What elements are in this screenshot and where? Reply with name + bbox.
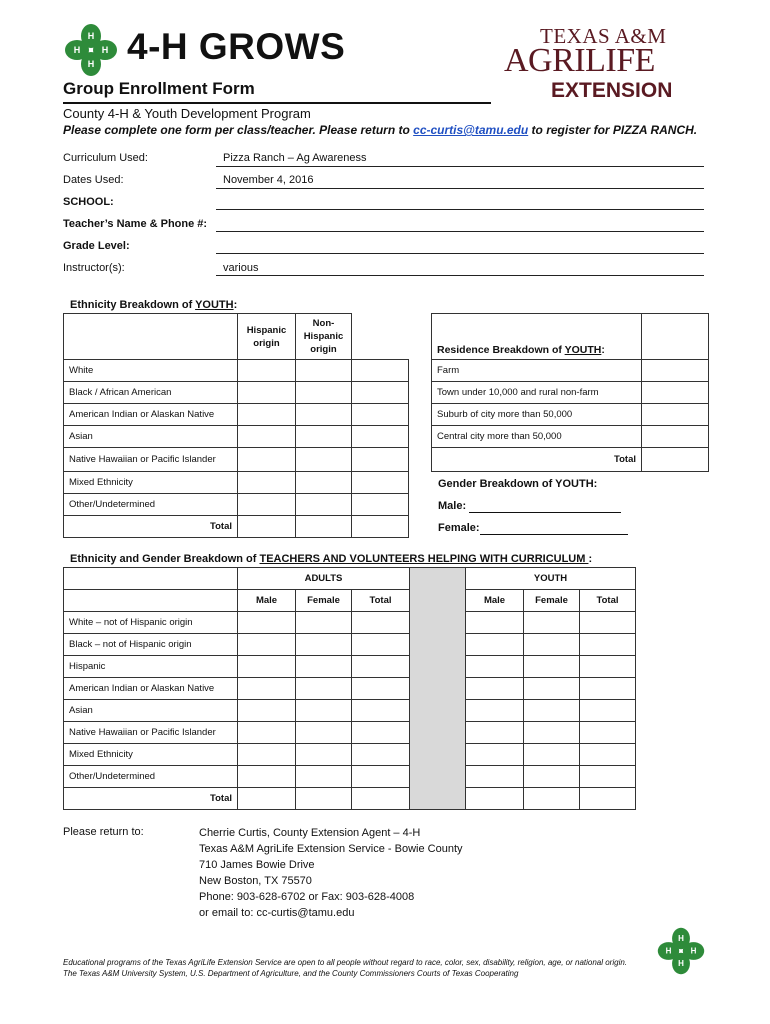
- residence-title: Residence Breakdown of YOUTH:: [432, 314, 642, 360]
- teacher-line: [216, 231, 704, 232]
- email-link[interactable]: cc-curtis@tamu.edu: [413, 123, 529, 137]
- footer-line2: The Texas A&M University System, U.S. Department of Agriculture, and the County Commissioners Courts of Texas Cooperating: [63, 969, 519, 978]
- svg-text:H: H: [101, 45, 109, 55]
- youth-ethnicity-title: Ethnicity Breakdown of YOUTH:: [70, 299, 238, 311]
- row-label: American Indian or Alaskan Native: [64, 404, 238, 426]
- instructions-tail: to register for PIZZA RANCH.: [528, 123, 698, 137]
- svg-text:H: H: [665, 946, 672, 956]
- table-row: [432, 382, 709, 404]
- row-label: Black – not of Hispanic origin: [64, 634, 238, 656]
- total-label: Total: [64, 788, 238, 810]
- logo-line2: AGRILIFE: [504, 42, 655, 79]
- table-row: [64, 634, 636, 656]
- form-title: Group Enrollment Form: [63, 79, 255, 98]
- teacher-label: Teacher’s Name & Phone #:: [63, 218, 208, 230]
- dates-line: [216, 188, 704, 189]
- table-row: [64, 700, 636, 722]
- address-line: New Boston, TX 75570: [199, 875, 312, 887]
- table-row: [64, 612, 636, 634]
- row-label: Town under 10,000 and rural non-farm: [432, 382, 642, 404]
- row-label: Other/Undetermined: [64, 766, 238, 788]
- table-row: [64, 472, 409, 494]
- youth-total-header: Total: [580, 590, 636, 612]
- table-row: [64, 722, 636, 744]
- table-row: [64, 494, 409, 516]
- total-row: [64, 788, 636, 810]
- youth-male-header: Male: [466, 590, 524, 612]
- footer-disclaimer: [63, 957, 627, 979]
- grade-line: [216, 253, 704, 254]
- curriculum-label: Curriculum Used:: [63, 152, 148, 164]
- grade-label: Grade Level:: [63, 240, 130, 252]
- address-line: Texas A&M AgriLife Extension Service - Bowie County: [199, 843, 463, 855]
- program-name: County 4-H & Youth Development Program: [63, 106, 311, 121]
- logo-line1: TEXAS A&M: [540, 24, 667, 48]
- school-label: SCHOOL:: [63, 196, 114, 208]
- dates-value[interactable]: November 4, 2016: [223, 174, 314, 186]
- svg-text:H: H: [678, 934, 684, 944]
- total-label: Total: [432, 448, 642, 472]
- table-row: [64, 382, 409, 404]
- row-label: Hispanic: [64, 656, 238, 678]
- table-row: [64, 678, 636, 700]
- row-label: White – not of Hispanic origin: [64, 612, 238, 634]
- row-label: Asian: [64, 700, 238, 722]
- total-row: [64, 516, 409, 538]
- gender-title: Gender Breakdown of YOUTH:: [438, 478, 598, 490]
- divider-column: [410, 568, 466, 810]
- row-label: Native Hawaiian or Pacific Islander: [64, 722, 238, 744]
- adult-female-header: Female: [296, 590, 352, 612]
- table-row: [64, 744, 636, 766]
- table-row: [64, 360, 409, 382]
- svg-text:H: H: [678, 959, 684, 969]
- row-label: American Indian or Alaskan Native: [64, 678, 238, 700]
- logo-line3: EXTENSION: [551, 79, 673, 102]
- total-label: Total: [64, 516, 238, 538]
- adult-total-header: Total: [352, 590, 410, 612]
- curriculum-line: [216, 166, 704, 167]
- male-field[interactable]: Male:: [438, 500, 621, 513]
- row-label: Black / African American: [64, 382, 238, 404]
- col-nonhispanic: Non-Hispanic origin: [296, 314, 352, 360]
- four-h-clover-footer-icon: [656, 926, 706, 976]
- row-label: White: [64, 360, 238, 382]
- dates-label: Dates Used:: [63, 174, 124, 186]
- row-label: Other/Undetermined: [64, 494, 238, 516]
- table-row: [64, 404, 409, 426]
- table-row: [64, 766, 636, 788]
- table-row: [64, 448, 409, 472]
- address-line: 710 James Bowie Drive: [199, 859, 315, 871]
- table-row: [64, 426, 409, 448]
- address-line: or email to: cc-curtis@tamu.edu: [199, 907, 355, 919]
- teachers-table: [63, 567, 636, 810]
- row-label: Native Hawaiian or Pacific Islander: [64, 448, 238, 472]
- row-label: Suburb of city more than 50,000: [432, 404, 642, 426]
- row-label: Mixed Ethnicity: [64, 472, 238, 494]
- table-row: [432, 426, 709, 448]
- col-hispanic: Hispanic origin: [238, 314, 296, 360]
- row-label: Central city more than 50,000: [432, 426, 642, 448]
- svg-text:H: H: [87, 59, 95, 69]
- total-row: [432, 448, 709, 472]
- four-h-clover-icon: [63, 22, 119, 78]
- female-field[interactable]: Female:: [438, 522, 628, 535]
- svg-text:H: H: [690, 946, 697, 956]
- youth-ethnicity-table: [63, 313, 409, 538]
- address-line: Phone: 903-628-6702 or Fax: 903-628-4008: [199, 891, 415, 903]
- footer-line1: Educational programs of the Texas AgriLife Extension Service are open to all people without regard to race, color, sex, disability, religion, age, or national origin.: [63, 958, 628, 967]
- instructor-label: Instructor(s):: [63, 262, 125, 274]
- row-label: Farm: [432, 360, 642, 382]
- svg-text:H: H: [87, 31, 95, 41]
- address-line: Cherrie Curtis, County Extension Agent – 4-H: [199, 827, 421, 839]
- row-label: Asian: [64, 426, 238, 448]
- instructor-value[interactable]: various: [223, 262, 259, 274]
- youth-female-header: Female: [524, 590, 580, 612]
- title-divider: [63, 102, 491, 104]
- return-label: Please return to:: [63, 826, 144, 838]
- brand-title: 4-H GROWS: [127, 26, 346, 67]
- agrilife-logo: [502, 24, 702, 104]
- instructions: [63, 123, 697, 137]
- instructions-text: Please complete one form per class/teacher. Please return to: [63, 123, 414, 137]
- adults-header: ADULTS: [238, 568, 410, 590]
- table-row: [432, 404, 709, 426]
- youth-header: YOUTH: [466, 568, 636, 590]
- adult-male-header: Male: [238, 590, 296, 612]
- table-row: [64, 656, 636, 678]
- teachers-title: Ethnicity and Gender Breakdown of TEACHERS AND VOLUNTEERS HELPING WITH CURRICULUM :: [70, 553, 593, 565]
- school-line: [216, 209, 704, 210]
- curriculum-value[interactable]: Pizza Ranch – Ag Awareness: [223, 152, 367, 164]
- address-block: [199, 825, 463, 921]
- instructor-line: [216, 275, 704, 276]
- row-label: Mixed Ethnicity: [64, 744, 238, 766]
- table-row: [432, 360, 709, 382]
- residence-table: [431, 313, 709, 472]
- svg-text:H: H: [73, 45, 81, 55]
